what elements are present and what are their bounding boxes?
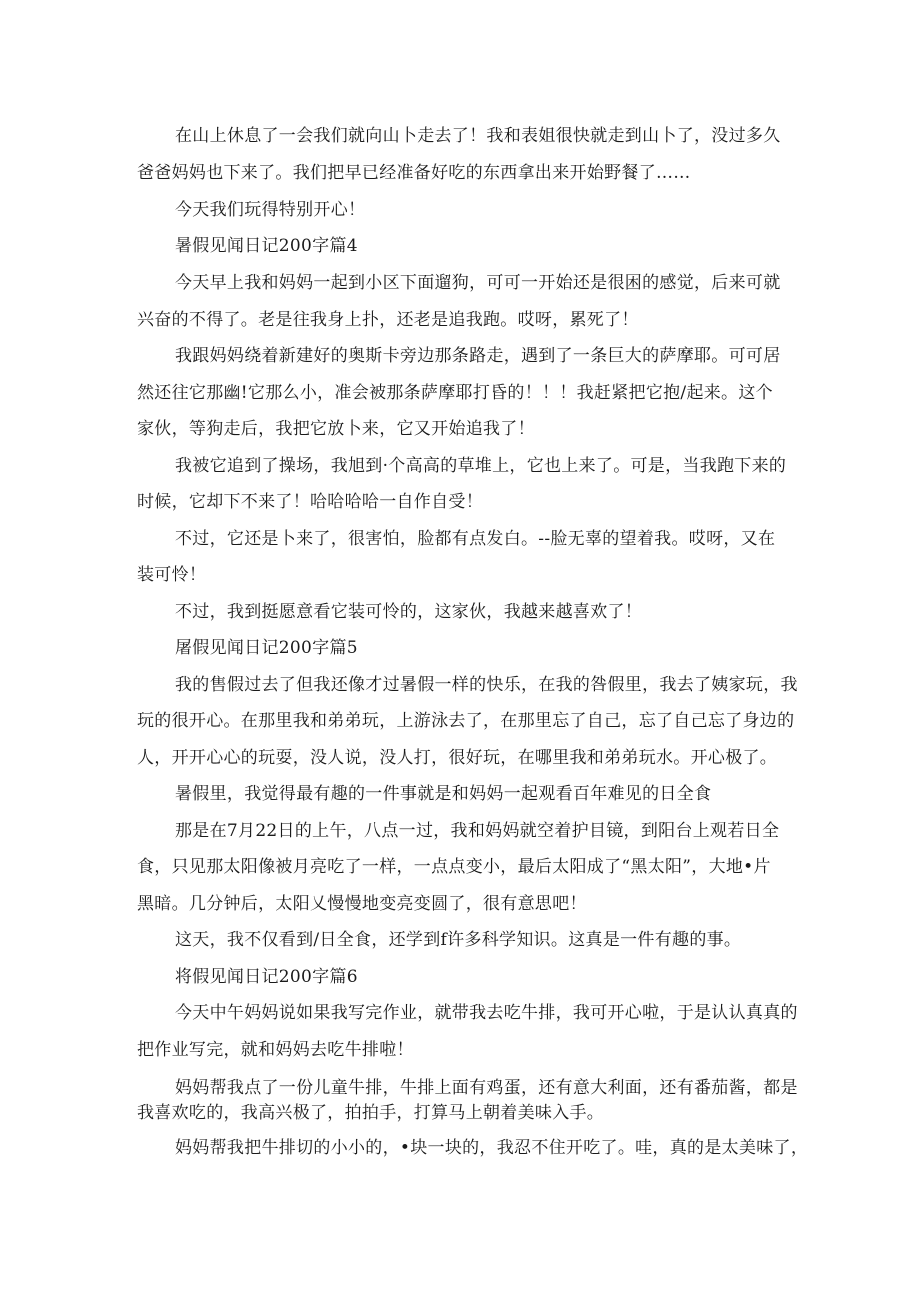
text-line: 今天我们玩得特别开心！	[175, 200, 366, 220]
text-line: 人，开开心心的玩耍，没人说，没人打，很好玩，在哪里我和弟弟玩水。开心极了。	[137, 748, 778, 768]
text-line: 玩的很开心。在那里我和弟弟玩，上游泳去了，在那里忘了自己，忘了自己忘了身边的	[137, 711, 795, 731]
text-line: 然还往它那幽!它那么小，准会被那条萨摩耶打昏的！！！我赶紧把它抱/起来。这个	[137, 383, 773, 403]
text-line: 我喜欢吃的，我高兴极了，拍拍手，打算马上朝着美味入手。	[137, 1103, 605, 1123]
text-line: 把作业写完，就和妈妈去吃牛排啦！	[137, 1040, 414, 1060]
text-line: 我跟妈妈绕着新建好的奥斯卡旁边那条路走，遇到了一条巨大的萨摩耶。可可居	[175, 346, 781, 366]
text-line: 黑暗。几分钟后，太阳乂慢慢地变亮变圆了，很有意思吧！	[137, 894, 587, 914]
text-line: 今天中午妈妈说如果我写完作业，就带我去吃牛排，我可开心啦，于是认认真真的	[175, 1003, 798, 1023]
text-line: 这天，我不仅看到/日全食，还学到f许多科学知识。这真是一件有趣的事。	[175, 930, 742, 950]
text-line: 时候，它却下不来了！哈哈哈哈一自作自受！	[137, 492, 483, 512]
text-line: 在山上休息了一会我们就向山卜走去了！我和表姐很快就走到山卜了，没过多久	[175, 126, 781, 146]
text-line: 装可怜！	[137, 565, 207, 585]
section-heading: 将假见闻日记200字篇6	[175, 967, 358, 987]
text-line: 妈妈帮我把牛排切的小小的，•块一块的，我忍不住开吃了。哇，真的是太美味了，	[175, 1138, 809, 1158]
section-heading: 屠假见闻日记200字篇5	[175, 638, 358, 658]
text-line: 我被它追到了操场，我旭到·个高高的草堆上，它也上来了。可是，当我跑下来的	[175, 456, 787, 476]
text-line: 今天早上我和妈妈一起到小区下面遛狗，可可一开始还是很困的感觉，后来可就	[175, 273, 781, 293]
text-line: 不过，我到挺愿意看它装可怜的，这家伙，我越来越喜欢了！	[175, 602, 643, 622]
section-heading: 暑假见闻日记200字篇4	[175, 236, 358, 256]
text-line: 食，只见那太阳像被月亮吃了一样，一点点变小，最后太阳成了“黑太阳”，大地•片	[137, 857, 771, 877]
text-line: 我的售假过去了但我还像才过暑假一样的快乐，在我的咎假里，我去了姨家玩，我	[175, 675, 798, 695]
text-line: 不过，它还是卜来了，很害怕，脸都有点发白。--脸无辜的望着我。哎呀，又在	[175, 529, 776, 549]
text-line: 暑假里，我觉得最有趣的一件事就是和妈妈一起观看百年难见的日全食	[175, 784, 712, 804]
text-line: 家伙，等狗走后，我把它放卜来，它又开始追我了！	[137, 419, 535, 439]
text-line: 那是在7月22日的上午，八点一过，我和妈妈就空着护目镜，到阳台上观若日全	[175, 821, 780, 841]
text-line: 妈妈帮我点了一份儿童牛排，牛排上面有鸡蛋，还有意大利面，还有番茄酱，都是	[175, 1078, 798, 1098]
text-line: 爸爸妈妈也下来了。我们把早已经准备好吃的东西拿出来开始野餐了……	[137, 163, 691, 183]
text-line: 兴奋的不得了。老是往我身上扑，还老是追我跑。哎呀，累死了！	[137, 310, 639, 330]
